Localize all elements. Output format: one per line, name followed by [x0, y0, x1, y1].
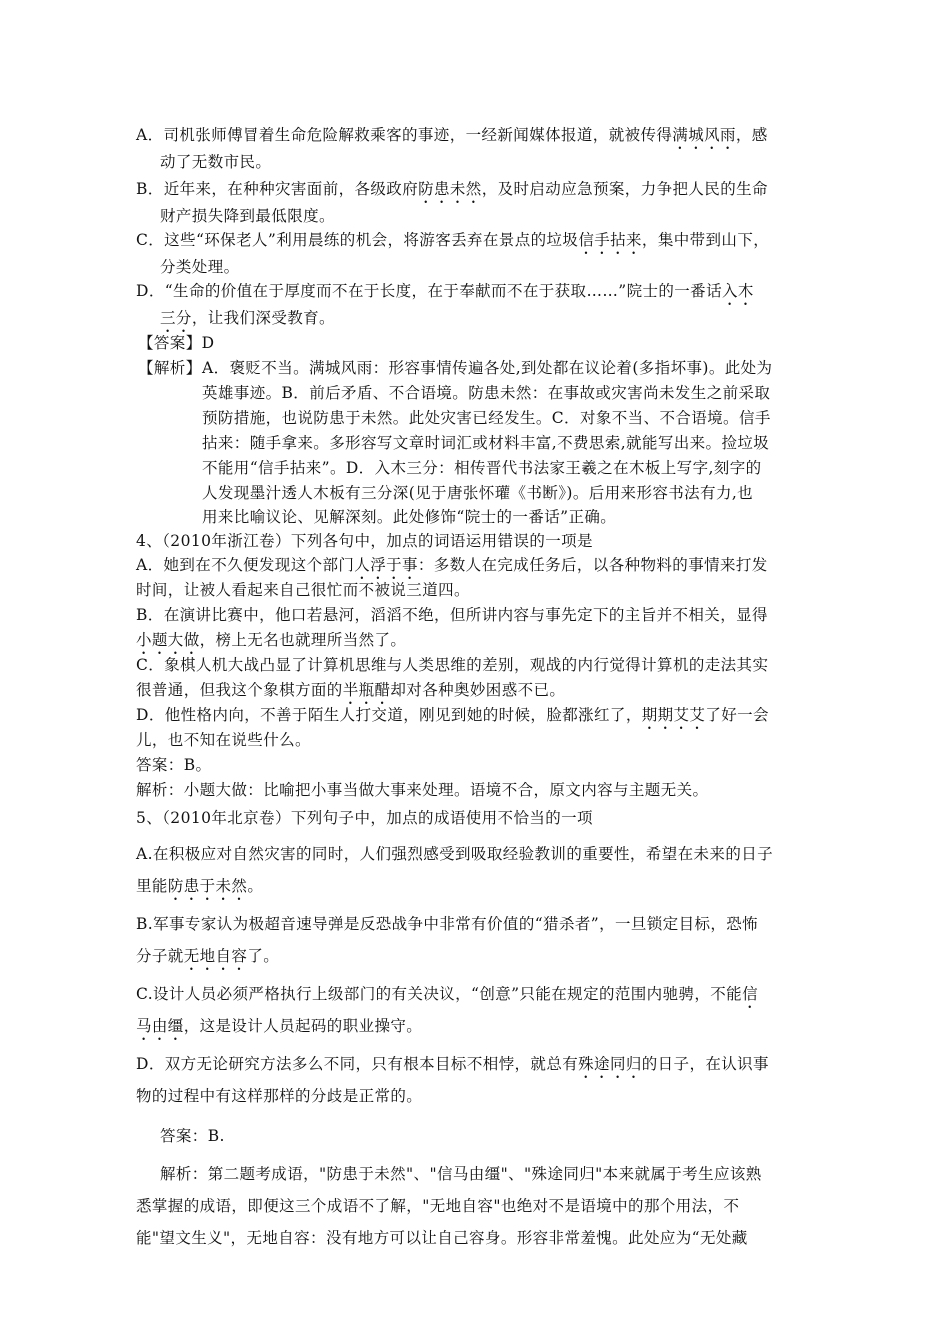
text: 了。: [247, 947, 280, 965]
text: A．她到在不久便发现这个部门: [136, 556, 355, 574]
emphasized-phrase: 防患未然: [418, 180, 482, 198]
q5-option-b-line2: [136, 944, 279, 974]
text: 里能: [136, 877, 168, 895]
text: ，及时启动应急预案，力争把人民的生命: [481, 180, 768, 198]
emphasized-phrase: 半瓶醋: [342, 681, 391, 699]
emphasized-phrase: 三分: [160, 309, 192, 327]
q4-option-c-line1: C．象棋人机大战凸显了计算机思维与人类思维的差别，观战的内行觉得计算机的走法其实: [136, 656, 769, 674]
text: D．他性格内向，不善于陌生人打交道，刚见到她的时候，脸都涨红了，: [136, 706, 642, 724]
emphasized-phrase: 信: [742, 985, 758, 1003]
emphasized-phrase: 防患于未然: [167, 877, 248, 895]
q5-answer: 答案：B.: [160, 1127, 225, 1145]
q5-analysis-line: 悉掌握的成语，即便这三个成语不了解，"无地自容"也绝对不是语境中的那个用法，不: [136, 1197, 740, 1215]
q5-option-c-line2: [136, 1014, 422, 1044]
emphasized-phrase: 小题大做: [136, 631, 200, 649]
emphasized-phrase: 期期艾艾: [641, 706, 706, 724]
q4-option-a-line2: 时间，让被人看起来自己很忙而不被说三道四。: [136, 581, 470, 599]
q3-option-a-line2: 动了无数市民。: [160, 153, 272, 171]
text: D．“生命的价值在于厚度而不在于长度，在于奉献而不在于获取……”院士的一番话: [136, 282, 722, 300]
q5-option-c-line1: [136, 982, 758, 1012]
q5-option-d-line1: [136, 1052, 769, 1082]
q3-option-c-line1: [136, 228, 769, 258]
text: ，这是设计人员起码的职业操守。: [183, 1017, 423, 1035]
q4-analysis: 解析：小题大做：比喻把小事当做大事来处理。语境不合，原文内容与主题无关。: [136, 781, 709, 799]
q4-option-b-line1: B．在演讲比赛中，他口若悬河，滔滔不绝，但所讲内容与事先定下的主旨并不相关，显得: [136, 606, 768, 624]
text: D．双方无论研究方法多么不同，只有根本目标不相悖，就总有: [136, 1055, 579, 1073]
q3-option-c-line2: 分类处理。: [160, 258, 240, 276]
q3-analysis-line: 拈来：随手拿来。多形容写文章时词汇或材料丰富,不费思索,就能写出来。捡垃圾: [202, 434, 770, 452]
q5-option-d-line2: 物的过程中有这样那样的分歧是正常的。: [136, 1087, 423, 1105]
emphasized-phrase: 信手拈来: [578, 231, 642, 249]
q3-option-b-line2: 财产损失降到最低限度。: [160, 207, 335, 225]
text: A．司机张师傅冒着生命危险解救乘客的事迹，一经新闻媒体报道，就被传得: [136, 126, 673, 144]
q4-answer: 答案：B。: [136, 756, 212, 774]
q5-option-b-line1: B.军事专家认为极超音速导弹是反恐战争中非常有价值的“猎杀者”，一旦锁定目标，恐怖: [136, 915, 759, 933]
text: 分子就: [136, 947, 184, 965]
emphasized-phrase: 殊途同归: [578, 1055, 642, 1073]
q3-analysis-label: 【解析】: [138, 359, 202, 377]
text: C.设计人员必须严格执行上级部门的有关决议，“创意”只能在规定的范围内驰骋，不能: [136, 985, 743, 1003]
q5-analysis-line: 解析：第二题考成语，"防患于未然"、"信马由缰"、"殊途同归"本来就属于考生应该熟: [160, 1165, 762, 1183]
q5-option-a-line1: A.在积极应对自然灾害的同时，人们强烈感受到吸取经验教训的重要性，希望在未来的日子: [136, 845, 774, 863]
text: 。: [247, 877, 264, 895]
q3-option-a-line1: [136, 123, 768, 153]
emphasized-phrase: 入木: [721, 282, 754, 300]
text: 很普通，但我这个象棋方面的: [136, 681, 343, 699]
text: 了好一会: [705, 706, 769, 724]
text: ，感: [735, 126, 768, 144]
q3-analysis-line: 用来比喻议论、见解深刻。此处修饰“院士的一番话”正确。: [202, 508, 617, 526]
text: ：多数人在完成任务后，以各种物料的事情来打发: [417, 556, 768, 574]
text: C．这些“环保老人”利用晨练的机会，将游客丢弃在景点的垃圾: [136, 231, 579, 249]
q4-title: 4、（2010年浙江卷）下列各句中，加点的词语运用错误的一项是: [136, 532, 593, 550]
text: ，集中带到山下，: [641, 231, 770, 249]
text: ，让我们深受教育。: [191, 309, 335, 327]
text: 的日子，在认识事: [641, 1055, 769, 1073]
q3-analysis-line: A．褒贬不当。满城风雨：形容事情传遍各处,到处都在议论着(多指坏事)。此处为: [202, 359, 773, 377]
q5-option-a-line2: [136, 874, 263, 904]
q3-analysis-line: 预防措施，也说防患于未然。此处灾害已经发生。C．对象不当、不合语境。信手: [202, 409, 771, 427]
q5-analysis-line: 能"望文生义"，无地自容：没有地方可以让自己容身。形容非常羞愧。此处应为“无处藏: [136, 1229, 748, 1247]
q3-analysis-line: 英雄事迹。B．前后矛盾、不合语境。防患未然：在事故或灾害尚未发生之前采取: [202, 384, 771, 402]
q4-option-d-line2: 儿，也不知在说些什么。: [136, 731, 311, 749]
q3-analysis-line: 不能用“信手拈来”。D．入木三分：相传晋代书法家王羲之在木板上写字,刻字的: [202, 459, 762, 477]
text: B．近年来，在种种灾害面前，各级政府: [136, 180, 419, 198]
q3-option-d-line1: [136, 279, 754, 309]
emphasized-phrase: 马由缰: [136, 1017, 184, 1035]
emphasized-phrase: 人浮于事: [354, 556, 418, 574]
text: 却对各种奥妙困惑不已。: [390, 681, 566, 699]
emphasized-phrase: 满城风雨: [672, 126, 736, 144]
q3-answer: 【答案】D: [138, 334, 215, 352]
q3-option-b-line1: [136, 177, 768, 207]
q5-title: 5、（2010年北京卷）下列句子中，加点的成语使用不恰当的一项: [136, 809, 593, 827]
text: ，榜上无名也就理所当然了。: [199, 631, 407, 649]
emphasized-phrase: 无地自容: [183, 947, 248, 965]
q3-analysis-line: 人发现墨汁透人木板有三分深(见于唐张怀瓘《书断》)。后用来形容书法有力,也: [202, 484, 754, 502]
